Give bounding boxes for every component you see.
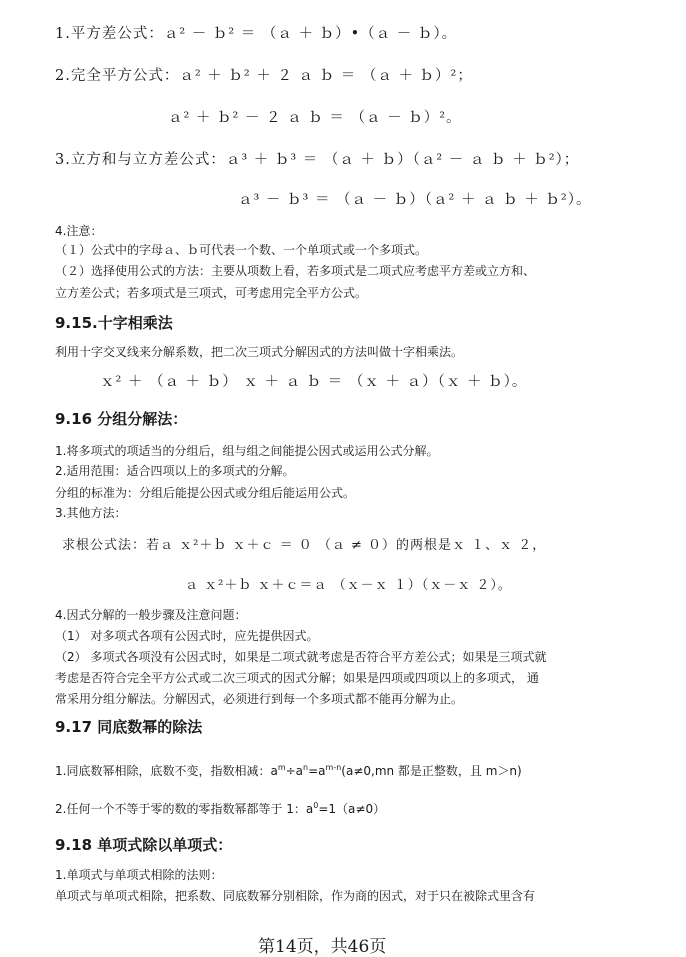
perfect-square-formula-2: ａ² ＋ ｂ² － ２ ａ ｂ ＝ （ａ － ｂ）²。 xyxy=(168,110,462,126)
grouping-item-3: 3.其他方法： xyxy=(55,506,127,520)
section-heading-9-16: 9.16 分组分解法： xyxy=(55,410,188,428)
section-heading-9-15: 9.15.十字相乘法 xyxy=(55,314,173,332)
quadratic-root-formula: 求根公式法：若ａ ｘ²＋ｂ ｘ＋ｃ ＝ ０ （ａ ≠ ０）的两根是ｘ １、ｘ ２， xyxy=(62,538,547,553)
note-heading: 4.注意： xyxy=(55,224,103,238)
difference-of-cubes-formula: ａ³ － ｂ³ ＝ （ａ － ｂ）（ａ² ＋ ａ ｂ ＋ ｂ²）。 xyxy=(238,192,592,208)
perfect-square-formula: 2.完全平方公式：ａ² ＋ ｂ² ＋ ２ ａ ｂ ＝ （ａ ＋ ｂ）²； xyxy=(55,68,473,84)
sum-of-cubes-formula: 3.立方和与立方差公式：ａ³ ＋ ｂ³ ＝ （ａ ＋ ｂ）（ａ² － ａ ｂ ＋ ｂ²）； xyxy=(55,152,580,168)
quadratic-factored-form: ａ ｘ²＋ｂ ｘ＋ｃ＝ａ （ｘ－ｘ １）（ｘ－ｘ ２）。 xyxy=(185,578,512,593)
section-heading-9-17: 9.17 同底数幂的除法 xyxy=(55,718,203,736)
factoring-step-2-cont-2: 常采用分组分解法。分解因式，必须进行到每一个多项式都不能再分解为止。 xyxy=(55,692,464,706)
note-item-2: （２）选择使用公式的方法：主要从项数上看，若多项式是二项式应考虑平方差或立方和、 xyxy=(55,264,536,278)
factoring-step-2-cont-1: 考虑是否符合完全平方公式或二次三项式的因式分解；如果是四项或四项以上的多项式， 通 xyxy=(55,671,539,685)
cross-multiplication-formula: ｘ² ＋ （ａ ＋ ｂ） ｘ ＋ ａ ｂ ＝ （ｘ ＋ ａ）（ｘ ＋ ｂ）。 xyxy=(100,374,528,390)
factoring-step-1: （1） 对多项式各项有公因式时，应先提供因式。 xyxy=(55,629,319,643)
zero-exponent-rule: 2.任何一个不等于零的数的零指数幂都等于 1：$a^0=1(a\ne 0)$ xyxy=(55,801,386,816)
monomial-division-heading: 1.单项式与单项式相除的法则： xyxy=(55,868,223,882)
factoring-step-2: （2） 多项式各项没有公因式时，如果是二项式就考虑是否符合平方差公式；如果是三项式就 xyxy=(55,650,547,664)
page-number-footer: 第14页，共46页 xyxy=(258,937,387,957)
grouping-standard: 分组的标准为：分组后能提公因式或分组后能运用公式。 xyxy=(55,486,356,500)
power-division-rule: 1.同底数幂相除，底数不变，指数相减：$a^m\div a^n=a^{m-n}(a\ne 0,mn$ 都是正整数，且 m＞n) xyxy=(55,763,522,778)
note-item-2-cont: 立方差公式；若多项式是三项式，可考虑用完全平方公式。 xyxy=(55,286,368,300)
note-item-1: （１）公式中的字母ａ、ｂ可代表一个数、一个单项式或一个多项式。 xyxy=(55,243,428,257)
monomial-division-rule: 单项式与单项式相除，把系数、同底数幂分别相除，作为商的因式，对于只在被除式里含有 xyxy=(55,889,536,903)
cross-multiplication-definition: 利用十字交叉线来分解系数，把二次三项式分解因式的方法叫做十字相乘法。 xyxy=(55,345,464,359)
section-heading-9-18: 9.18 单项式除以单项式： xyxy=(55,836,233,854)
factoring-steps-heading: 4.因式分解的一般步骤及注意问题： xyxy=(55,608,247,622)
grouping-item-2: 2.适用范围：适合四项以上的多项式的分解。 xyxy=(55,464,295,478)
difference-of-squares-formula: 1.平方差公式：ａ² － ｂ² ＝ （ａ ＋ ｂ）•（ａ － ｂ）。 xyxy=(55,26,458,42)
grouping-item-1: 1.将多项式的项适当的分组后，组与组之间能提公因式或运用公式分解。 xyxy=(55,444,439,458)
